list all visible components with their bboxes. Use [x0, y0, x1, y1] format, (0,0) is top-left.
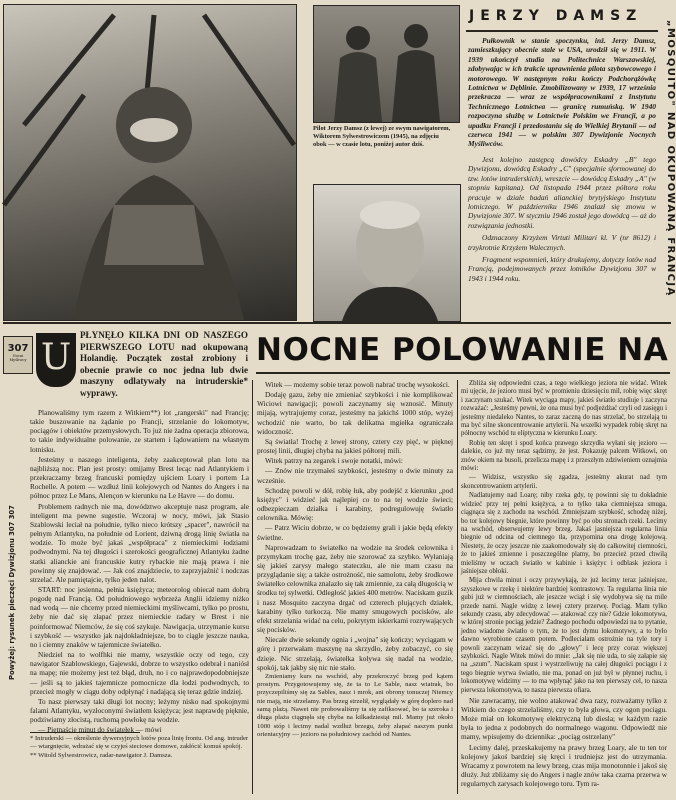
lead-paragraph: PŁYNĘŁO KILKA DNI OD NASZEGO PIERWSZEGO LOTU nad okupowaną Holandię. Początek został zrobiony i obecnie prawie co noc jedna lub dwie maszyny odlatywały na intruderskie* wyprawy. [80, 330, 248, 398]
emblem-number: 307 [7, 343, 29, 354]
col1-p7: — Piętnaście minut do światełek — mówi [38, 725, 162, 735]
emblem-caption-vertical [4, 380, 18, 680]
pilots-photo [313, 5, 460, 123]
author-portrait [313, 184, 461, 322]
column-separator-1 [252, 380, 253, 794]
bio-text [468, 36, 656, 323]
col3-p3: — Widzisz, wszystko się zgadza, jesteśmy akurat nad tym skoncentrowaniem artylerii. [461, 474, 667, 490]
column-1 [30, 408, 249, 735]
col1-p6: To nasz pierwszy taki długi lot nocny; leżymy nisko nad spokojnymi falami Atlantyku, wyzłoconymi światłem księżyca; jest naprawdę pięknie, podziwiamy złocistą, ruchomą powłokę na wodzie. [30, 696, 249, 725]
pilots-illustration [314, 6, 459, 122]
col1-p3: Problemem radnych nie ma, dowództwo akceptuje nasz program, ale inteligent ma pewne sugestie. Wczoraj w nocy, mówi, jak Stasio Szablowski leciał na południe, tylko nieco krótszy „spacer", nawrócił na pełnym Atlantyku, na południe od Lorient, dziwną drogą linię światła na wodzie. To może być jakaś „współpraca" z niemieckimi łodziami podwodnymi. Na tej długości i szerokości geograficznej Atlantyku żadne statki alianckie ani francuskie kutry rybackie nie mają prawa i nie powinny się znajdować. — Jak coś znajdziecie, to zaprzyjaźnić i nodczas strzelać. Ale pamiętajcie, tylko jeden nalot. [30, 501, 249, 584]
emblem-label: Nocni Myśliwcy [9, 354, 27, 362]
col3-p2: Robię ten skręt i spod końca prawego skrzydła wyłani się jezioro — dalekie, co już my teraz sądzimy, że jest. Pokazuję palcem Witkowi, on znów okiem na busoli, przelicza mapę i z przeszłym zdziwieniem oznajmia mówi: [461, 439, 667, 473]
author-rule [466, 30, 658, 32]
col3-p4: Nadlatujemy nad Loarę; niby rzeka gdy, tę powinni się tu dokładnie widzieć przy tej pełni księżyca, a to tylko taka ciemniejsza smuga, ciągnąca się z zachodu na wschód. Zmniejszam szybkość, schodzę niżej, bo tor kolejowy biegnie, które powinny być po obu stronach rzeki. Lecimy na wschód, obserwujemy lewy brzeg. Jakaś jasniejsza regularna linia biegnie od odcina od ciemnego tła, przypomina ona drogę kolejową. Niestety, że oczy jeszcze nie zaakomodowały się do całkowitej ciemności, że to jakieś zmienne i poszczególne plamy, bo przecież przed chwilą mieliśmy w oczach światło w kabinie i księżyc i odblask jeziora i jaśniejsze obłoki. [461, 492, 667, 575]
col1-p4: START: noc jesienna, pełnia księżyca; meteorolog obiecał nam dobrą pogodę nad Francją. Od południowego wybrzeża Anglii idziemy niżko nad wodą — nie chcemy przed niemieckimi myśliwcami, tylko po prostu, żeby nie dać się złapać przez niemieckie radary w Brest i nie poinformować Niemców, że się coś szykuje. Nawigacja, utrzymanie kursu i szybkość — wszystko jak najdokładniejsze, bo to ciągle jeszcze nauka, no i ciemny znaków w tajemnicze światełko. [30, 584, 249, 649]
col2-p10: Zmieniamy kurs na wschód, aby przekroczyć brzeg pod kątem prostym. Przygotowujemy się, że ta to Le Sable, nasz wiatrak, bo przyczepiliśmy się za Sables, nasz i mrok, ani obrony tonuczej Niemcy nie mają, nie strzelamy. Pas brzeg strzelił, wyglądały w górę doplero nad samą plażą. Nawet nie probowaliśmy ta się zafiksować, bo ta szeroka i długa plaża ciągnęła się chyba na kilkadziesiąt mil. Mamy już około 1000 stóp i lecimy nadal wzdłuż brzegu, żeby złapać naszym punkt orientacyjny — jezioro na południowy zachód od Nantes. [257, 672, 453, 738]
emblem-badge [3, 336, 33, 374]
footnote-rule [30, 732, 140, 733]
bio-p3: Odznaczony Krzyżem Virtuti Militari kl. V (nr 8612) i trzykrotnie Krzyżem Walecznych. [468, 233, 656, 252]
section-divider [3, 322, 671, 324]
col3-p5: Mija chwila minut i oczy przywykają, że już lecimy teraz jaśniejsze, szyszkowe w rzekę i niektóre bardziej kontrastowy. Ta regularna linia nie gubi już w ciemnościach, ale jeszcze wciąż i się wydobywa się na mile przede nami. Nagle widzę z lewej cztery przerwę. Pociąg. Mam tylko sekundy czasu, aby zdecydować — atakować czy nie? Gdzie lokomotywa, w której stronie pociąg jedzie? Żadnego pochodu odpowiedzi na to pytanie, jedno wiadome światło o tym, że to jest dymu lokomotywy, a to było dawno wyrobione czasem potem. Podleciałam ostrożnie na tyle tory i powoli zaczynam wizać się do „głowy" i lecę przy coraz większej szybkości. Nagle Witek mówi do mnie: „Jak się nie uda, to się załapie się na „szum". Naciskam spust i wystrzeliwuję na całej długości pociągu i z tego biegnie wyrwa światło, nie ma, ponad on już był w płynnej ruchu, i lokomotywę widzimy — to ma wpłynąć jako na ten pierwszy cel, to nasza pierwsza lokomotywa, to nasza pierwsza ofiara. [461, 577, 667, 694]
author-name: JERZY DAMSZ [469, 8, 643, 24]
footnotes [30, 735, 249, 760]
headline-rule [256, 372, 670, 374]
col2-p8: Naprowadzam to światełko na wodzie na środek celownika i przymykam trochę gaz, żeby nie szorować za szybko. Wyłaniają się jakieś zarysy małego stateczku, ale nie mam czasu na przyglądanie się; a także ostrożność, nie samolotu, żeby środkowe światełko celownika znalazło się tak zmiennie, za całą długością w środku tej sylwetki. Odległość jakieś 400 metrów. Naciskam guzik i nasz Mosquito zaczyna drgać od czterech plujących działek, karabiny tylko turkoczą. Nie mamy smugowych pocisków, ale efekt strzelania widać na celu, pokrytym iskierkami rozrywających się pocisków. [257, 542, 453, 635]
column-2 [257, 380, 453, 794]
portrait-illustration [314, 185, 460, 321]
footnote-2: ** Witold Sylwestrowicz, radar-nawigator J. Damsza. [30, 751, 173, 759]
bio-p1: Pułkownik w stanie spoczynku, inż. Jerzy Damsz, zamieszkujący obecnie stale w USA, urodził się w 1911. W 1939 ukończył studia na Politechnice Warszawskiej, zdobywając w ich trakcie uprawnienia pilota szybowcowego i motorowego. W następnym roku kończy Podchorążówkę Lotnictwa w Dęblinie. Zmobilizowany w 1939, 17 września przekracza — wraz ze współpracownikami z Instytutu Technicznego Lotnictwa — granicę rumuńską. W 1940 rozpoczyna służbę w Lotnictwie Polskim we Francji, a po upadku Francji i przedostaniu się do Wielkiej Brytanii — od czerwca 1941 — w polskim 307 Dywizjonie Nocnych Myśliwców. [468, 36, 656, 149]
cockpit-photo [3, 4, 297, 321]
col2-p5: — Znów nie trzymałeś szybkości, jesteśmy o dwie minuty za wcześnie. [257, 466, 453, 485]
col3-p6: Nie zawracamy, nie wolno atakować dwa razy, rozważamy tylko z Witkiem do czego strzelaliśmy, czy to była głowa, czy ogon pociągu. Może miał on lokomotywę elektryczną lub diesla; w każdym razie była to jedna z podobnych do normalnego wagonu. Odpowiedź nie mamy, wpisujemy do dziennika: „pociąg ostrzelany" [461, 696, 667, 742]
column-3 [461, 380, 667, 794]
series-title-vertical [658, 20, 676, 320]
col2-p6: Schodzę powoli w dół, robię łuk, aby podejść z kierunku „pod księżyc" i widzieć jak najlepiej co to na tej wodzie świeci; odbezpieczam działka i karabiny, podregulowuję światło celownika. Mówię: [257, 485, 453, 523]
col3-p1: Zbliża się odpowiedni czas, a tego wielkiego jeziora nie widać. Witek mi ujęcie, że jezioro musi być w promieniu dziesięciu mil, robię więc skręt i zaczynam szukać. Witek wyciąga mapy, jakieś światło studiuje i zaczyna rozważać: „Jesteśmy pewni, że ona musi być podjeżdżać czyli od zasięgu i jesteśmy niedaleko Nantes, to zaraz zaczną do nas strzelać, bo strzelają tu ma być silne skoncentrowanie artylerii. Na wszelki wypadek robię skręt na północny wschód tu eliptyczna w kierunku Loary. [461, 380, 667, 438]
col1-p1: Planowaliśmy tym razem z Witkiem**) lot „rangerski" nad Francję; takie buszowanie na żądanie po Francji, strzelanie do lokomotyw, pociągów i obiektów przemysłowych. To już nie żadna operacja zbiorowa, to takie indywidualne polowanie, ze startem i lądowaniem na własnym lotnisku. [30, 408, 249, 454]
emblem-caption-text: Powyżej: rysunek pieczęci Dywizjonu 307 307 [8, 505, 16, 680]
col2-p2: Dodaję gazu, żeby nie zmieniać szybkości i nie komplikować Wiciowi nawigacji; powoli zaczynamy się wznosić. Minuty mijają, wytrajujemy coraz, jesteśmy na jakichś 1000 stóp, wyżej wchodzić nie warto, bo tak delikatna mgiełka ograniczała widoczność. [257, 390, 453, 436]
series-title-text: „MOSQUITO" NAD OKUPOWANĄ FRANCJĄ [665, 20, 676, 297]
headline: NOCNE POLOWANIE NA [256, 332, 669, 368]
photo-caption: Pilot Jerzy Damsz (z lewej) ze swym nawigatorem, Wiktorem Sylwestrowiczem (1945), na zdjęciu obok — w czasie lotu, poniżej autor dziś. [313, 125, 451, 148]
col2-p7: — Patrz Wiciu dobrze, w co będziemy grali i jakie będą efekty świetlne. [257, 523, 453, 542]
bio-p4: Fragment wspomnień, który drukujemy, dotyczy lotów nad Francją, podejmowanych przez lotników Dywizjonu 307 w 1943 i 1944 roku. [468, 254, 656, 283]
col1-p5: Niedziel na to wolfhki nie mamy, wszystkie oczy od tego, czy nawigator Szablowskiego, Gajewski, dobrze to wszystko odebrał i naniósł na mapę; nie możemy jest też błąd, druh, no i co najprawdopodobniejsze — jeśli są to jakieś tajemnicze pomocnicze dla łodzi podwodnych, to przecież mogły w ciągu doby odpłynąć i nadającą się teraz gdzie indziej. [30, 650, 249, 696]
cockpit-illustration [4, 5, 296, 320]
col2-p4: Witek patrzy na zegarek i swoje notatki, mówi: [265, 456, 403, 466]
footnote-1: * Intruderski — określenie dywersyjnych lotów poza linię frontu. Od ang. intruder — wtargnięcie, wdrażać się w czyjeś sieciowe domowe, zakłócić komuś spokój. [30, 735, 249, 751]
col2-p9: Niecałe dwie sekundy ognia i „wojna" się kończy; wyciągam w górę i przerwałam maszynę na skrzydło, żeby zobaczyć, co się dzieje. Nic strzelają, światełka koływa się nadal na wodzie, spokój, tak jakby się nic nie stało. [257, 635, 453, 672]
col1-p2: Jesteśmy u naszego inteligenta, żeby zaakceptował plan lotu na najbliższą noc. Plan jest prosty: omijamy Brest lecąc nad Atlantykiem i przekraczamy brzeg francuski pomiędzy ujściem Loary i portem La Rochelle. A potem — wzdłuż linii kolejowych od Nantes do Angers i na północ przez Le Mans, Alençon w kierunku na Le Havre — do domu. [30, 454, 249, 501]
bio-p2: Jest kolejno zastępcą dowódcy Eskadry „B" tego Dywizjonu, dowódcą Eskadry „C" (specjalnie sformowanej do tzw. lotów intruderskich), wreszcie — dowódcą Eskadry „A" (w stopniu kapitana). Od listopada 1944 przez półtora roku pracuje w dziale badań alianckiej brytyjskiego Instytutu lotniczego. W październiku 1946 znalazł się znowu w Dywizjonie 307. W styczniu 1946 został jego dowódcą — aż do rozwiązania jednostki. [468, 154, 656, 230]
column-separator-2 [457, 380, 458, 794]
col2-p1: Witek — możemy sobie teraz powoli nabrać trochę wysokości. [265, 380, 450, 389]
drop-cap-letter: U [40, 337, 72, 378]
col3-p7: Lecimy dalej, przeskakujemy na prawy brzeg Loary, ale tu ten tor kolejowy jakoś bardziej się kręci i trudniejsz jest do utrzymania. Wracamy z powrotem na lewy brzeg, czas mija monotonnie i jakoś się dłuży. Już zbliżamy się do Angers i nagle znów taka czarna przerwa w regularnych zarysach kolejowego toru. Tym ra- [461, 742, 667, 788]
col2-p3: Są światła! Trochę z lewej strony, cztery czy pięć, w pięknej prostej linii, długiej chyba na jakieś półtorej mili. [257, 436, 453, 456]
drop-cap [36, 333, 76, 387]
